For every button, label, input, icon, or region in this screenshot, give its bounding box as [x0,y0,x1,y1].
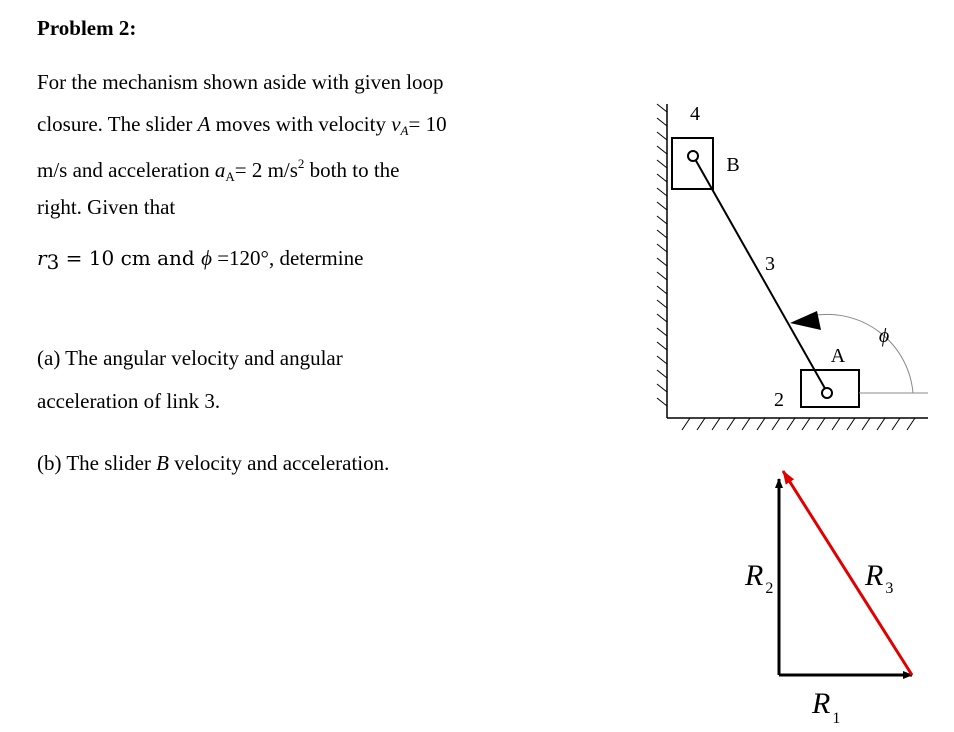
part-a-line-2: acceleration of link 3. [37,389,221,413]
phi-arc [811,314,913,393]
velocity-symbol: v [391,112,401,136]
r2-subscript: 2 [765,580,774,597]
label-slider-a: A [830,345,846,367]
label-link-2: 2 [774,389,784,411]
phi-symbol: ϕ [201,246,212,270]
r3-symbol: R [865,559,884,592]
label-r1 [811,687,840,727]
intro-line-1: For the mechanism shown aside with given loop [37,70,444,94]
acceleration-value: = 2 m/s [234,158,298,182]
intro-line-4: right. Given that [37,195,176,219]
intro-text: both to the [304,158,400,182]
pin-b [688,151,698,161]
r3-subscript: 3 [46,250,60,274]
phi-arrowhead [790,311,821,330]
velocity-value: = 10 [408,112,447,136]
vertical-ground [657,104,667,418]
label-r2 [744,559,773,597]
r3-subscript: 3 [885,580,894,597]
intro-text: closure. The slider [37,112,198,136]
label-link-3: 3 [765,253,775,275]
acceleration-subscript: A [225,169,235,184]
label-phi: ϕ [878,325,890,347]
label-link-4: 4 [690,103,700,125]
r1-symbol: R [812,687,831,720]
intro-text: moves with velocity [210,112,392,136]
slider-a-var: A [197,112,211,136]
acceleration-exponent: 2 [297,156,305,171]
r2-symbol: R [745,559,764,592]
horizontal-ground [667,418,928,430]
vector-r3-arrow [783,471,912,675]
label-slider-b: B [726,154,740,176]
part-b-text: velocity and acceleration. [169,451,390,475]
part-b-text: (b) The slider [37,451,157,475]
link-3 [695,159,827,392]
slider-b-var: B [156,451,169,475]
velocity-subscript: A [400,123,409,138]
intro-text: m/s and acceleration [37,158,215,182]
r1-subscript: 1 [832,710,841,727]
r3-value: = 10 cm and [59,246,202,270]
problem-title: Problem 2: [37,16,137,40]
acceleration-symbol: a [214,158,226,182]
pin-a [822,388,832,398]
label-r3 [864,559,893,597]
part-a-line-1: (a) The angular velocity and angular [37,346,343,370]
phi-value: =120°, determine [211,246,364,270]
r3-symbol: r [37,246,47,270]
